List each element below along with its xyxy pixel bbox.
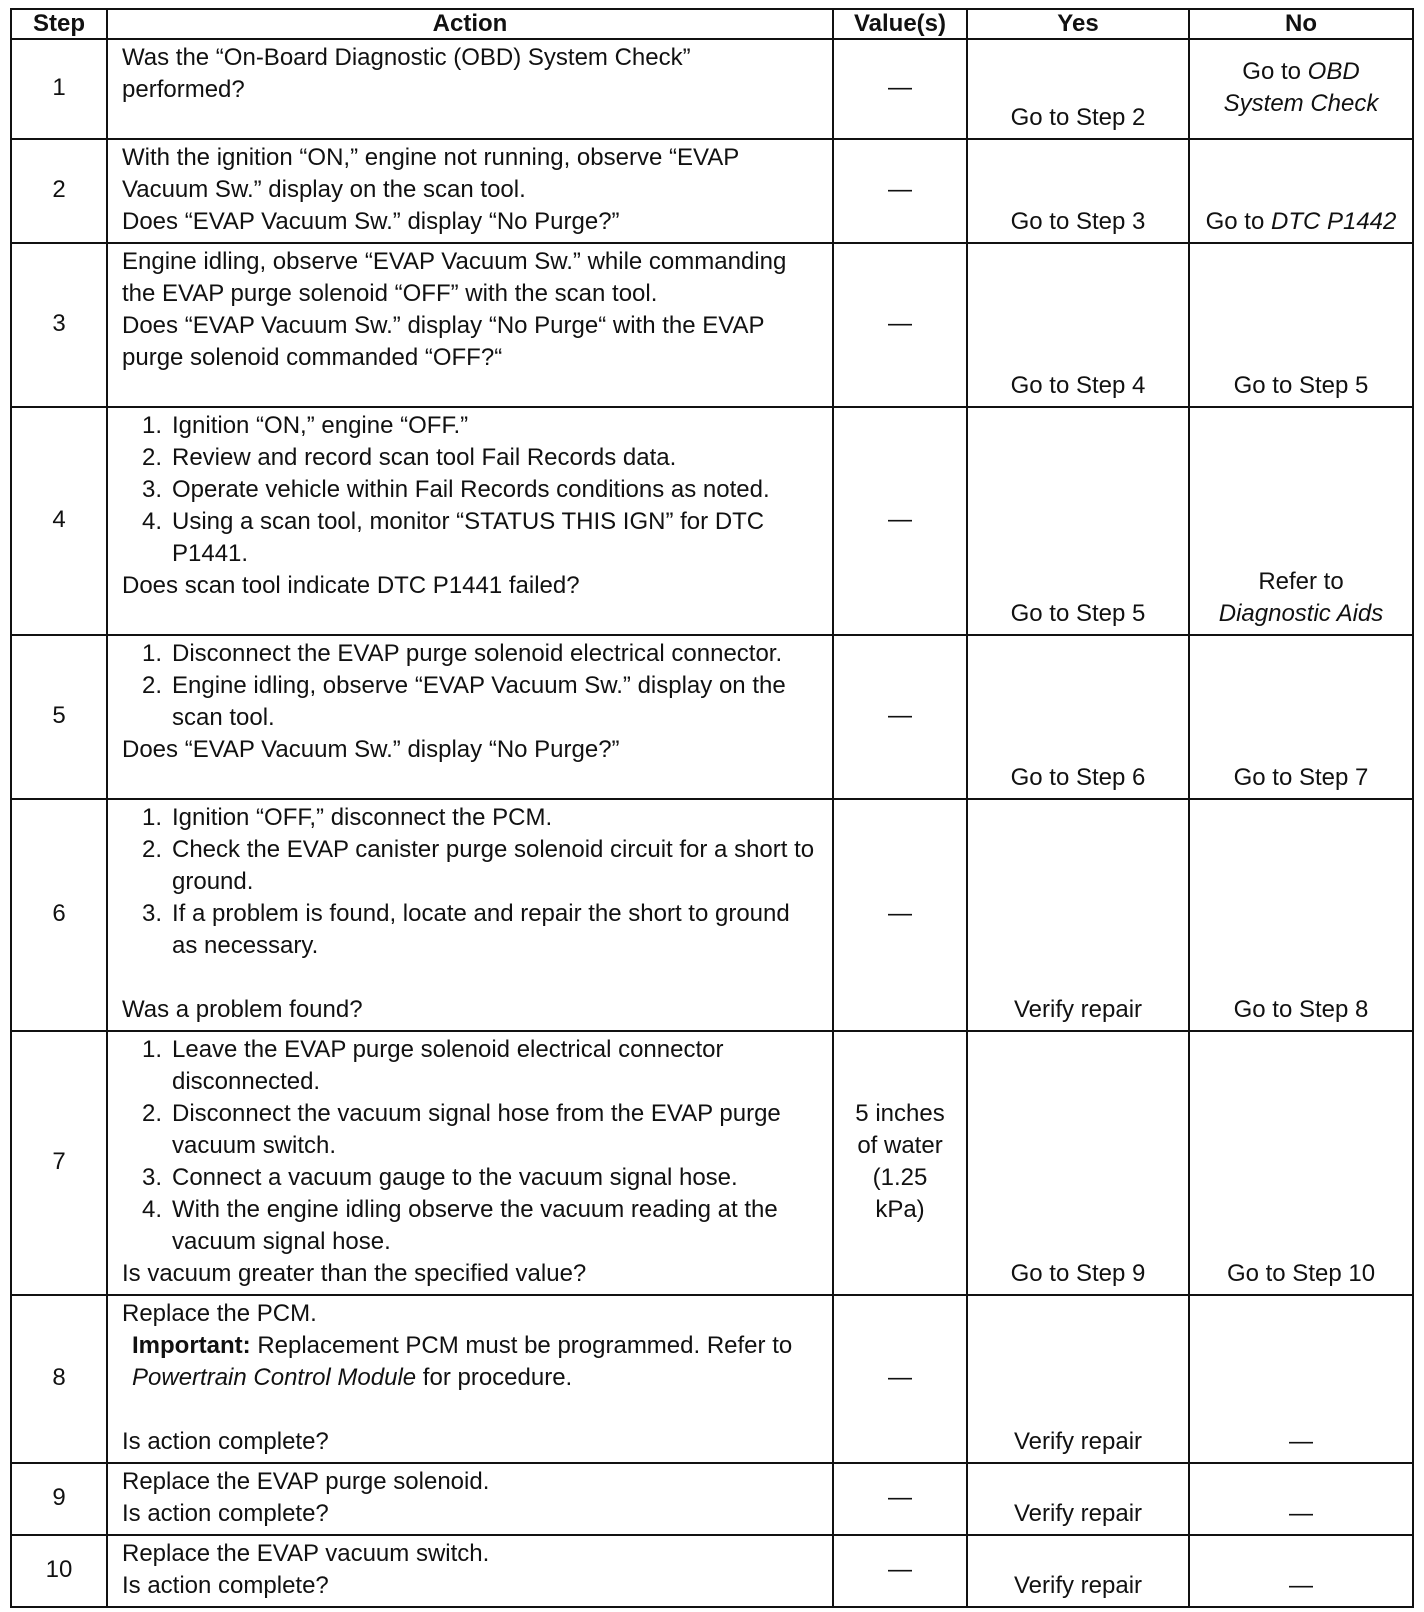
yes-cell: Verify repair	[967, 799, 1189, 1031]
no-cell: Go to Step 5	[1189, 243, 1413, 407]
table-row-step-5	[11, 635, 1413, 799]
list-item-number: 3.	[142, 1164, 163, 1191]
value-cell: —	[833, 799, 967, 1031]
yes-cell: Verify repair	[967, 1463, 1189, 1535]
important-label: Important:	[132, 1332, 251, 1359]
action-question: Does scan tool indicate DTC P1441 failed?	[122, 572, 580, 599]
action-question: Does “EVAP Vacuum Sw.” display “No Purge“ with the EVAP purge solenoid commanded “OFF?“	[122, 312, 765, 371]
no-prefix: Go to	[1205, 208, 1271, 235]
important-reference: Powertrain Control Module	[132, 1364, 417, 1391]
action-question: Does “EVAP Vacuum Sw.” display “No Purge?”	[122, 736, 620, 763]
step-number: 6	[11, 799, 107, 1031]
action-text: Was the “On-Board Diagnostic (OBD) System Check” performed?	[122, 44, 691, 103]
table-row-step-4	[11, 407, 1413, 635]
no-prefix: Refer to	[1258, 568, 1344, 595]
list-item	[142, 1194, 818, 1258]
list-item	[142, 1162, 818, 1194]
step-number: 2	[11, 139, 107, 243]
value-line: (1.25	[872, 1164, 928, 1191]
list-item-number: 3.	[142, 900, 163, 927]
list-item	[142, 1034, 818, 1098]
list-item	[142, 834, 818, 898]
list-item-number: 4.	[142, 508, 163, 535]
value-cell: —	[833, 1295, 967, 1463]
table-row-step-1	[11, 39, 1413, 139]
list-item	[142, 506, 818, 570]
header-no: No	[1189, 9, 1413, 39]
step-number: 1	[11, 39, 107, 139]
list-item-number: 1.	[142, 412, 163, 439]
list-item	[142, 410, 818, 442]
action-question: Was a problem found?	[122, 996, 363, 1023]
table-row-step-6	[11, 799, 1413, 1031]
no-cell: —	[1189, 1535, 1413, 1607]
list-item	[142, 670, 818, 734]
no-cell: Go to Step 8	[1189, 799, 1413, 1031]
list-item-text: Operate vehicle within Fail Records conditions as noted.	[172, 476, 770, 503]
step-number: 7	[11, 1031, 107, 1295]
table-row-step-9	[11, 1463, 1413, 1535]
action-cell	[107, 1031, 833, 1295]
value-cell	[833, 1031, 967, 1295]
blank-line	[122, 962, 818, 994]
blank-line	[122, 1394, 818, 1426]
no-cell: —	[1189, 1463, 1413, 1535]
substep-list	[122, 1034, 818, 1258]
list-item-number: 2.	[142, 1100, 163, 1127]
action-cell	[107, 635, 833, 799]
yes-cell: Go to Step 4	[967, 243, 1189, 407]
list-item-text: Leave the EVAP purge solenoid electrical connector disconnected.	[172, 1036, 724, 1095]
header-action: Action	[107, 9, 833, 39]
no-cell	[1189, 139, 1413, 243]
no-cell	[1189, 39, 1413, 139]
table-row-step-10	[11, 1535, 1413, 1607]
substep-list	[122, 410, 818, 570]
value-cell: —	[833, 635, 967, 799]
header-step: Step	[11, 9, 107, 39]
list-item-number: 1.	[142, 640, 163, 667]
yes-cell: Go to Step 9	[967, 1031, 1189, 1295]
list-item-text: If a problem is found, locate and repair the short to ground as necessary.	[172, 900, 790, 959]
action-instruction: Replace the PCM.	[122, 1300, 317, 1327]
step-number: 8	[11, 1295, 107, 1463]
list-item-text: Ignition “ON,” engine “OFF.”	[172, 412, 469, 439]
header-row	[11, 9, 1413, 39]
no-link-text: OBD System Check	[1223, 58, 1379, 117]
list-item-number: 4.	[142, 1196, 163, 1223]
action-cell	[107, 1535, 833, 1607]
list-item-number: 3.	[142, 476, 163, 503]
no-link-text: DTC P1442	[1270, 208, 1397, 235]
value-cell: —	[833, 243, 967, 407]
list-item	[142, 474, 818, 506]
step-number: 4	[11, 407, 107, 635]
header-yes: Yes	[967, 9, 1189, 39]
diagnostic-table	[10, 8, 1414, 1608]
value-cell: —	[833, 39, 967, 139]
no-prefix: Go to	[1242, 58, 1308, 85]
table-row-step-8	[11, 1295, 1413, 1463]
list-item-number: 2.	[142, 672, 163, 699]
action-instruction: Replace the EVAP purge solenoid.	[122, 1468, 490, 1495]
step-number: 3	[11, 243, 107, 407]
important-text-end: for procedure.	[416, 1364, 573, 1391]
action-cell	[107, 139, 833, 243]
action-cell	[107, 1295, 833, 1463]
value-cell: —	[833, 407, 967, 635]
no-cell: Go to Step 10	[1189, 1031, 1413, 1295]
no-cell: —	[1189, 1295, 1413, 1463]
action-cell	[107, 799, 833, 1031]
list-item	[142, 442, 818, 474]
step-number: 9	[11, 1463, 107, 1535]
no-cell	[1189, 407, 1413, 635]
substep-list	[122, 802, 818, 962]
action-instruction: Replace the EVAP vacuum switch.	[122, 1540, 490, 1567]
yes-cell: Verify repair	[967, 1535, 1189, 1607]
list-item	[142, 898, 818, 962]
header-values: Value(s)	[833, 9, 967, 39]
action-question: Does “EVAP Vacuum Sw.” display “No Purge?”	[122, 208, 620, 235]
list-item-text: Using a scan tool, monitor “STATUS THIS IGN” for DTC P1441.	[172, 508, 765, 567]
list-item-text: Ignition “OFF,” disconnect the PCM.	[172, 804, 553, 831]
important-note	[122, 1330, 818, 1394]
list-item	[142, 638, 818, 670]
action-question: Is action complete?	[122, 1428, 329, 1455]
yes-cell: Go to Step 2	[967, 39, 1189, 139]
action-cell	[107, 1463, 833, 1535]
list-item-text: With the engine idling observe the vacuum reading at the vacuum signal hose.	[172, 1196, 778, 1255]
value-cell: —	[833, 1535, 967, 1607]
action-cell	[107, 243, 833, 407]
list-item-text: Disconnect the EVAP purge solenoid electrical connector.	[172, 640, 783, 667]
action-instruction: Engine idling, observe “EVAP Vacuum Sw.” while commanding the EVAP purge solenoid “OFF” with the scan tool.	[122, 248, 787, 307]
list-item-text: Disconnect the vacuum signal hose from the EVAP purge vacuum switch.	[172, 1100, 781, 1159]
diagnostic-table-wrapper	[10, 8, 1412, 1608]
substep-list	[122, 638, 818, 734]
list-item-text: Check the EVAP canister purge solenoid circuit for a short to ground.	[172, 836, 815, 895]
important-text: Replacement PCM must be programmed. Refer to	[250, 1332, 793, 1359]
value-line: 5 inches	[855, 1100, 945, 1127]
list-item-number: 2.	[142, 444, 163, 471]
list-item-text: Connect a vacuum gauge to the vacuum signal hose.	[172, 1164, 738, 1191]
action-instruction: With the ignition “ON,” engine not running, observe “EVAP Vacuum Sw.” display on the scan tool.	[122, 144, 739, 203]
action-cell	[107, 407, 833, 635]
action-question: Is action complete?	[122, 1500, 329, 1527]
yes-cell: Go to Step 6	[967, 635, 1189, 799]
yes-cell: Go to Step 3	[967, 139, 1189, 243]
list-item	[142, 1098, 818, 1162]
action-cell	[107, 39, 833, 139]
list-item	[142, 802, 818, 834]
value-line: of water	[857, 1132, 943, 1159]
table-row-step-7	[11, 1031, 1413, 1295]
list-item-number: 2.	[142, 836, 163, 863]
action-question: Is vacuum greater than the specified value?	[122, 1260, 587, 1287]
action-question: Is action complete?	[122, 1572, 329, 1599]
list-item-text: Engine idling, observe “EVAP Vacuum Sw.” display on the scan tool.	[172, 672, 786, 731]
list-item-text: Review and record scan tool Fail Records data.	[172, 444, 677, 471]
yes-cell: Verify repair	[967, 1295, 1189, 1463]
no-link-text: Diagnostic Aids	[1218, 600, 1384, 627]
value-line: kPa)	[875, 1196, 925, 1223]
table-row-step-3	[11, 243, 1413, 407]
yes-cell: Go to Step 5	[967, 407, 1189, 635]
list-item-number: 1.	[142, 1036, 163, 1063]
value-cell: —	[833, 139, 967, 243]
table-row-step-2	[11, 139, 1413, 243]
step-number: 10	[11, 1535, 107, 1607]
step-number: 5	[11, 635, 107, 799]
value-cell: —	[833, 1463, 967, 1535]
no-cell: Go to Step 7	[1189, 635, 1413, 799]
list-item-number: 1.	[142, 804, 163, 831]
